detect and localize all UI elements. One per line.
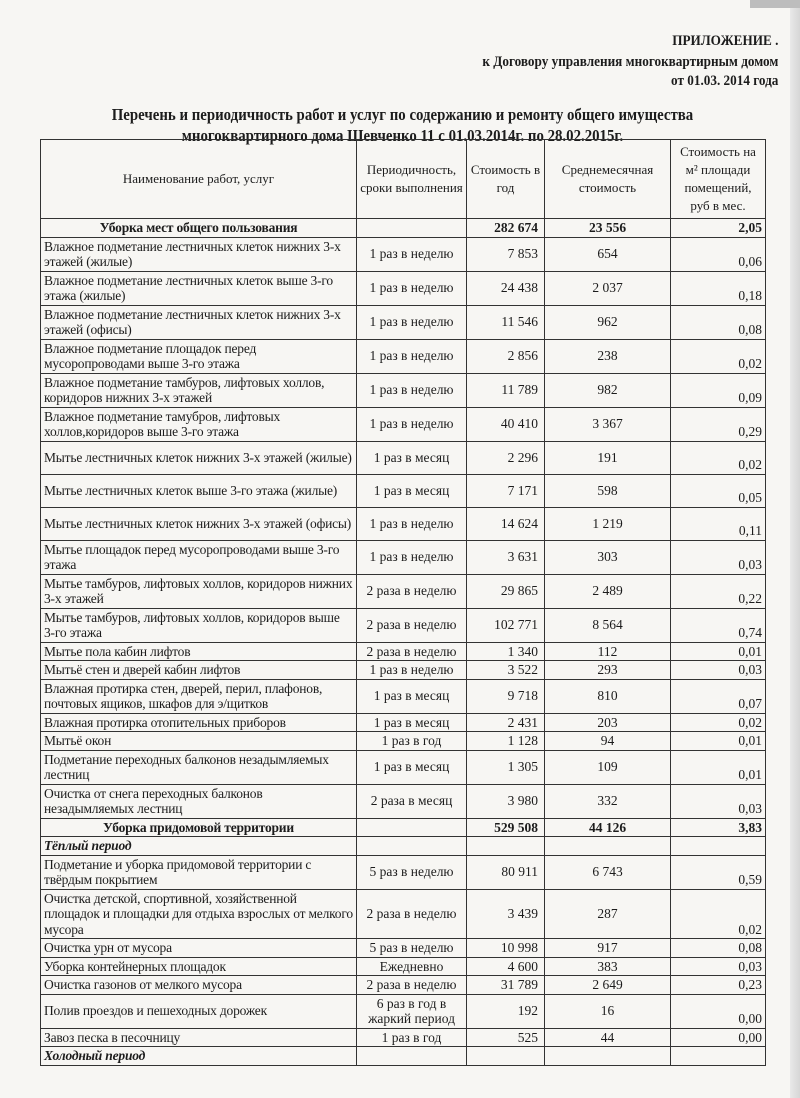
cell-name: Очистка урн от мусора bbox=[41, 939, 357, 958]
cell-monthly-cost: 917 bbox=[545, 939, 671, 958]
cell-monthly-cost: 44 126 bbox=[545, 818, 671, 837]
cell-monthly-cost: 16 bbox=[545, 994, 671, 1028]
table-row bbox=[41, 271, 766, 305]
cell-cost-per-m2: 0,07 bbox=[671, 679, 766, 713]
cell-period: 2 раза в месяц bbox=[357, 784, 467, 818]
cell-period: 6 раз в год в жаркий период bbox=[357, 994, 467, 1028]
cell-period: 1 раз в год bbox=[357, 1028, 467, 1047]
table-row bbox=[41, 441, 766, 474]
cell-monthly-cost: 109 bbox=[545, 750, 671, 784]
cell-monthly-cost: 332 bbox=[545, 784, 671, 818]
cell-period bbox=[357, 1047, 467, 1066]
cell-cost-per-m2: 0,00 bbox=[671, 1028, 766, 1047]
cell-period bbox=[357, 219, 467, 238]
cell-cost-per-m2: 0,01 bbox=[671, 642, 766, 661]
cell-cost-per-m2: 0,03 bbox=[671, 661, 766, 680]
cell-cost-per-m2: 0,00 bbox=[671, 994, 766, 1028]
cell-name: Холодный период bbox=[41, 1047, 357, 1066]
cell-name: Влажная протирка стен, дверей, перил, плафонов, почтовых ящиков, шкафов для э/щитков bbox=[41, 679, 357, 713]
cell-year-cost: 29 865 bbox=[467, 574, 545, 608]
cell-name: Мытье лестничных клеток нижних 3-х этажей (офисы) bbox=[41, 507, 357, 540]
cell-monthly-cost: 112 bbox=[545, 642, 671, 661]
cell-cost-per-m2: 0,08 bbox=[671, 305, 766, 339]
cell-year-cost: 80 911 bbox=[467, 855, 545, 889]
cell-monthly-cost: 8 564 bbox=[545, 608, 671, 642]
cell-period: 1 раз в год bbox=[357, 732, 467, 751]
table-row bbox=[41, 957, 766, 976]
table-row bbox=[41, 474, 766, 507]
table-row bbox=[41, 713, 766, 732]
cell-year-cost: 3 631 bbox=[467, 540, 545, 574]
cell-year-cost: 2 431 bbox=[467, 713, 545, 732]
cell-period bbox=[357, 818, 467, 837]
cell-cost-per-m2: 0,06 bbox=[671, 237, 766, 271]
cell-period: 2 раза в неделю bbox=[357, 976, 467, 995]
table-row bbox=[41, 855, 766, 889]
cell-cost-per-m2: 0,09 bbox=[671, 373, 766, 407]
cell-year-cost: 2 296 bbox=[467, 441, 545, 474]
cell-cost-per-m2: 0,01 bbox=[671, 750, 766, 784]
table-row bbox=[41, 574, 766, 608]
cell-year-cost: 4 600 bbox=[467, 957, 545, 976]
cell-year-cost: 3 980 bbox=[467, 784, 545, 818]
table-row bbox=[41, 732, 766, 751]
cell-monthly-cost: 44 bbox=[545, 1028, 671, 1047]
cell-name: Мытье пола кабин лифтов bbox=[41, 642, 357, 661]
table-row bbox=[41, 784, 766, 818]
cell-cost-per-m2: 0,18 bbox=[671, 271, 766, 305]
header-cost-per-m2: Стоимость на м² площади помещений, руб в мес. bbox=[671, 140, 766, 219]
cell-name: Мытье лестничных клеток выше 3-го этажа (жилые) bbox=[41, 474, 357, 507]
table-row bbox=[41, 889, 766, 939]
table-row bbox=[41, 994, 766, 1028]
cell-name: Подметание и уборка придомовой территории с твёрдым покрытием bbox=[41, 855, 357, 889]
cell-period: 2 раза в неделю bbox=[357, 608, 467, 642]
cell-year-cost: 14 624 bbox=[467, 507, 545, 540]
header-period: Периодичность, сроки выполнения bbox=[357, 140, 467, 219]
cell-period: 1 раз в неделю bbox=[357, 373, 467, 407]
table-row bbox=[41, 750, 766, 784]
cell-cost-per-m2: 0,22 bbox=[671, 574, 766, 608]
cell-name: Мытье тамбуров, лифтовых холлов, коридоров выше 3-го этажа bbox=[41, 608, 357, 642]
cell-monthly-cost: 191 bbox=[545, 441, 671, 474]
subsection-row bbox=[41, 1047, 766, 1066]
header-year-cost: Стоимость в год bbox=[467, 140, 545, 219]
table-body bbox=[41, 219, 766, 1066]
table-row bbox=[41, 679, 766, 713]
cell-year-cost: 11 789 bbox=[467, 373, 545, 407]
cell-period: Ежедневно bbox=[357, 957, 467, 976]
cell-monthly-cost: 3 367 bbox=[545, 407, 671, 441]
cell-year-cost: 529 508 bbox=[467, 818, 545, 837]
cell-cost-per-m2 bbox=[671, 837, 766, 856]
cell-period bbox=[357, 837, 467, 856]
cell-cost-per-m2: 0,11 bbox=[671, 507, 766, 540]
cell-monthly-cost: 2 649 bbox=[545, 976, 671, 995]
cell-name: Влажное подметание площадок перед мусоропроводами выше 3-го этажа bbox=[41, 339, 357, 373]
table-row bbox=[41, 642, 766, 661]
works-table bbox=[40, 139, 766, 1066]
cell-monthly-cost: 287 bbox=[545, 889, 671, 939]
cell-period: 2 раза в неделю bbox=[357, 642, 467, 661]
cell-monthly-cost: 982 bbox=[545, 373, 671, 407]
cell-name: Влажное подметание лестничных клеток выше 3-го этажа (жилые) bbox=[41, 271, 357, 305]
cell-cost-per-m2: 0,08 bbox=[671, 939, 766, 958]
table-row bbox=[41, 373, 766, 407]
cell-monthly-cost: 2 037 bbox=[545, 271, 671, 305]
table-row bbox=[41, 407, 766, 441]
cell-period: 1 раз в неделю bbox=[357, 540, 467, 574]
cell-cost-per-m2: 0,05 bbox=[671, 474, 766, 507]
cell-year-cost bbox=[467, 837, 545, 856]
cell-year-cost: 192 bbox=[467, 994, 545, 1028]
cell-year-cost: 102 771 bbox=[467, 608, 545, 642]
cell-year-cost: 7 853 bbox=[467, 237, 545, 271]
cell-monthly-cost: 238 bbox=[545, 339, 671, 373]
cell-cost-per-m2: 0,02 bbox=[671, 713, 766, 732]
cell-period: 5 раз в неделю bbox=[357, 939, 467, 958]
table-row bbox=[41, 976, 766, 995]
cell-year-cost: 282 674 bbox=[467, 219, 545, 238]
cell-monthly-cost: 810 bbox=[545, 679, 671, 713]
cell-cost-per-m2: 2,05 bbox=[671, 219, 766, 238]
cell-period: 1 раз в неделю bbox=[357, 407, 467, 441]
cell-name: Завоз песка в песочницу bbox=[41, 1028, 357, 1047]
cell-monthly-cost bbox=[545, 837, 671, 856]
cell-monthly-cost: 383 bbox=[545, 957, 671, 976]
table-row bbox=[41, 1028, 766, 1047]
cell-year-cost: 9 718 bbox=[467, 679, 545, 713]
header-name: Наименование работ, услуг bbox=[41, 140, 357, 219]
cell-monthly-cost: 654 bbox=[545, 237, 671, 271]
cell-year-cost: 7 171 bbox=[467, 474, 545, 507]
title-line-2: многоквартирного дома Шевченко 11 с 01.03.2014г. по 28.02.2015г. bbox=[181, 126, 624, 145]
cell-name: Мытье тамбуров, лифтовых холлов, коридоров нижних 3-х этажей bbox=[41, 574, 357, 608]
cell-year-cost: 24 438 bbox=[467, 271, 545, 305]
cell-year-cost: 11 546 bbox=[467, 305, 545, 339]
cell-name: Влажное подметание лестничных клеток нижних 3-х этажей (офисы) bbox=[41, 305, 357, 339]
table-header-row bbox=[41, 140, 766, 219]
table-row bbox=[41, 507, 766, 540]
cell-name: Мытьё стен и дверей кабин лифтов bbox=[41, 661, 357, 680]
title-line-1: Перечень и периодичность работ и услуг по содержанию и ремонту общего имущества bbox=[111, 105, 694, 124]
cell-year-cost: 3 522 bbox=[467, 661, 545, 680]
cell-cost-per-m2: 0,03 bbox=[671, 957, 766, 976]
cell-name: Уборка придомовой территории bbox=[41, 818, 357, 837]
cell-monthly-cost: 293 bbox=[545, 661, 671, 680]
cell-name: Влажное подметание тамбуров, лифтовых холлов, коридоров нижних 3-х этажей bbox=[41, 373, 357, 407]
cell-cost-per-m2: 0,23 bbox=[671, 976, 766, 995]
cell-monthly-cost: 6 743 bbox=[545, 855, 671, 889]
cell-cost-per-m2: 0,03 bbox=[671, 784, 766, 818]
section-row bbox=[41, 219, 766, 238]
cell-year-cost: 40 410 bbox=[467, 407, 545, 441]
cell-period: 1 раз в месяц bbox=[357, 441, 467, 474]
cell-cost-per-m2 bbox=[671, 1047, 766, 1066]
table-row bbox=[41, 608, 766, 642]
cell-monthly-cost: 2 489 bbox=[545, 574, 671, 608]
cell-name: Подметание переходных балконов незадымляемых лестниц bbox=[41, 750, 357, 784]
cell-name: Тёплый период bbox=[41, 837, 357, 856]
cell-year-cost: 31 789 bbox=[467, 976, 545, 995]
cell-period: 1 раз в неделю bbox=[357, 237, 467, 271]
table-row bbox=[41, 939, 766, 958]
cell-name: Мытьё окон bbox=[41, 732, 357, 751]
cell-cost-per-m2: 0,29 bbox=[671, 407, 766, 441]
cell-name: Полив проездов и пешеходных дорожек bbox=[41, 994, 357, 1028]
cell-cost-per-m2: 0,02 bbox=[671, 441, 766, 474]
cell-period: 2 раза в неделю bbox=[357, 574, 467, 608]
page-corner bbox=[750, 0, 800, 8]
cell-year-cost: 2 856 bbox=[467, 339, 545, 373]
page-edge bbox=[790, 0, 800, 1098]
cell-cost-per-m2: 3,83 bbox=[671, 818, 766, 837]
cell-period: 1 раз в неделю bbox=[357, 507, 467, 540]
cell-name: Влажное подметание лестничных клеток нижних 3-х этажей (жилые) bbox=[41, 237, 357, 271]
cell-name: Влажная протирка отопительных приборов bbox=[41, 713, 357, 732]
cell-year-cost: 1 305 bbox=[467, 750, 545, 784]
cell-name: Влажное подметание тамубров, лифтовых холлов,коридоров выше 3-го этажа bbox=[41, 407, 357, 441]
cell-monthly-cost: 203 bbox=[545, 713, 671, 732]
cell-monthly-cost: 23 556 bbox=[545, 219, 671, 238]
appendix-contract: к Договору управления многоквартирным домом bbox=[481, 54, 778, 70]
cell-year-cost: 1 128 bbox=[467, 732, 545, 751]
cell-year-cost: 10 998 bbox=[467, 939, 545, 958]
appendix-date: от 01.03. 2014 года bbox=[670, 73, 778, 89]
table-row bbox=[41, 339, 766, 373]
cell-name: Очистка от снега переходных балконов незадымляемых лестниц bbox=[41, 784, 357, 818]
cell-name: Очистка детской, спортивной, хозяйственной площадок и площадки для отдыха взрослых от мелкого мусора bbox=[41, 889, 357, 939]
cell-year-cost: 1 340 bbox=[467, 642, 545, 661]
cell-period: 1 раз в неделю bbox=[357, 339, 467, 373]
cell-period: 1 раз в месяц bbox=[357, 713, 467, 732]
cell-monthly-cost: 962 bbox=[545, 305, 671, 339]
cell-year-cost: 3 439 bbox=[467, 889, 545, 939]
subsection-row bbox=[41, 837, 766, 856]
header-monthly-cost: Среднемесячная стоимость bbox=[545, 140, 671, 219]
cell-period: 1 раз в месяц bbox=[357, 679, 467, 713]
cell-cost-per-m2: 0,74 bbox=[671, 608, 766, 642]
cell-monthly-cost: 94 bbox=[545, 732, 671, 751]
cell-monthly-cost: 303 bbox=[545, 540, 671, 574]
table-row bbox=[41, 540, 766, 574]
section-row bbox=[41, 818, 766, 837]
cell-period: 1 раз в неделю bbox=[357, 661, 467, 680]
cell-period: 1 раз в неделю bbox=[357, 305, 467, 339]
cell-name: Уборка мест общего пользования bbox=[41, 219, 357, 238]
table-row bbox=[41, 305, 766, 339]
cell-name: Уборка контейнерных площадок bbox=[41, 957, 357, 976]
cell-name: Мытье лестничных клеток нижних 3-х этажей (жилые) bbox=[41, 441, 357, 474]
cell-cost-per-m2: 0,02 bbox=[671, 889, 766, 939]
appendix-header bbox=[482, 32, 778, 91]
table-row bbox=[41, 661, 766, 680]
cell-period: 1 раз в месяц bbox=[357, 750, 467, 784]
cell-period: 1 раз в неделю bbox=[357, 271, 467, 305]
cell-name: Мытье площадок перед мусоропроводами выше 3-го этажа bbox=[41, 540, 357, 574]
cell-monthly-cost: 598 bbox=[545, 474, 671, 507]
cell-period: 5 раз в неделю bbox=[357, 855, 467, 889]
cell-cost-per-m2: 0,59 bbox=[671, 855, 766, 889]
cell-year-cost: 525 bbox=[467, 1028, 545, 1047]
cell-cost-per-m2: 0,03 bbox=[671, 540, 766, 574]
cell-monthly-cost: 1 219 bbox=[545, 507, 671, 540]
cell-cost-per-m2: 0,01 bbox=[671, 732, 766, 751]
cell-year-cost bbox=[467, 1047, 545, 1066]
appendix-label: ПРИЛОЖЕНИЕ . bbox=[671, 33, 778, 49]
cell-period: 2 раза в неделю bbox=[357, 889, 467, 939]
table-row bbox=[41, 237, 766, 271]
cell-period: 1 раз в месяц bbox=[357, 474, 467, 507]
cell-cost-per-m2: 0,02 bbox=[671, 339, 766, 373]
cell-name: Очистка газонов от мелкого мусора bbox=[41, 976, 357, 995]
cell-monthly-cost bbox=[545, 1047, 671, 1066]
